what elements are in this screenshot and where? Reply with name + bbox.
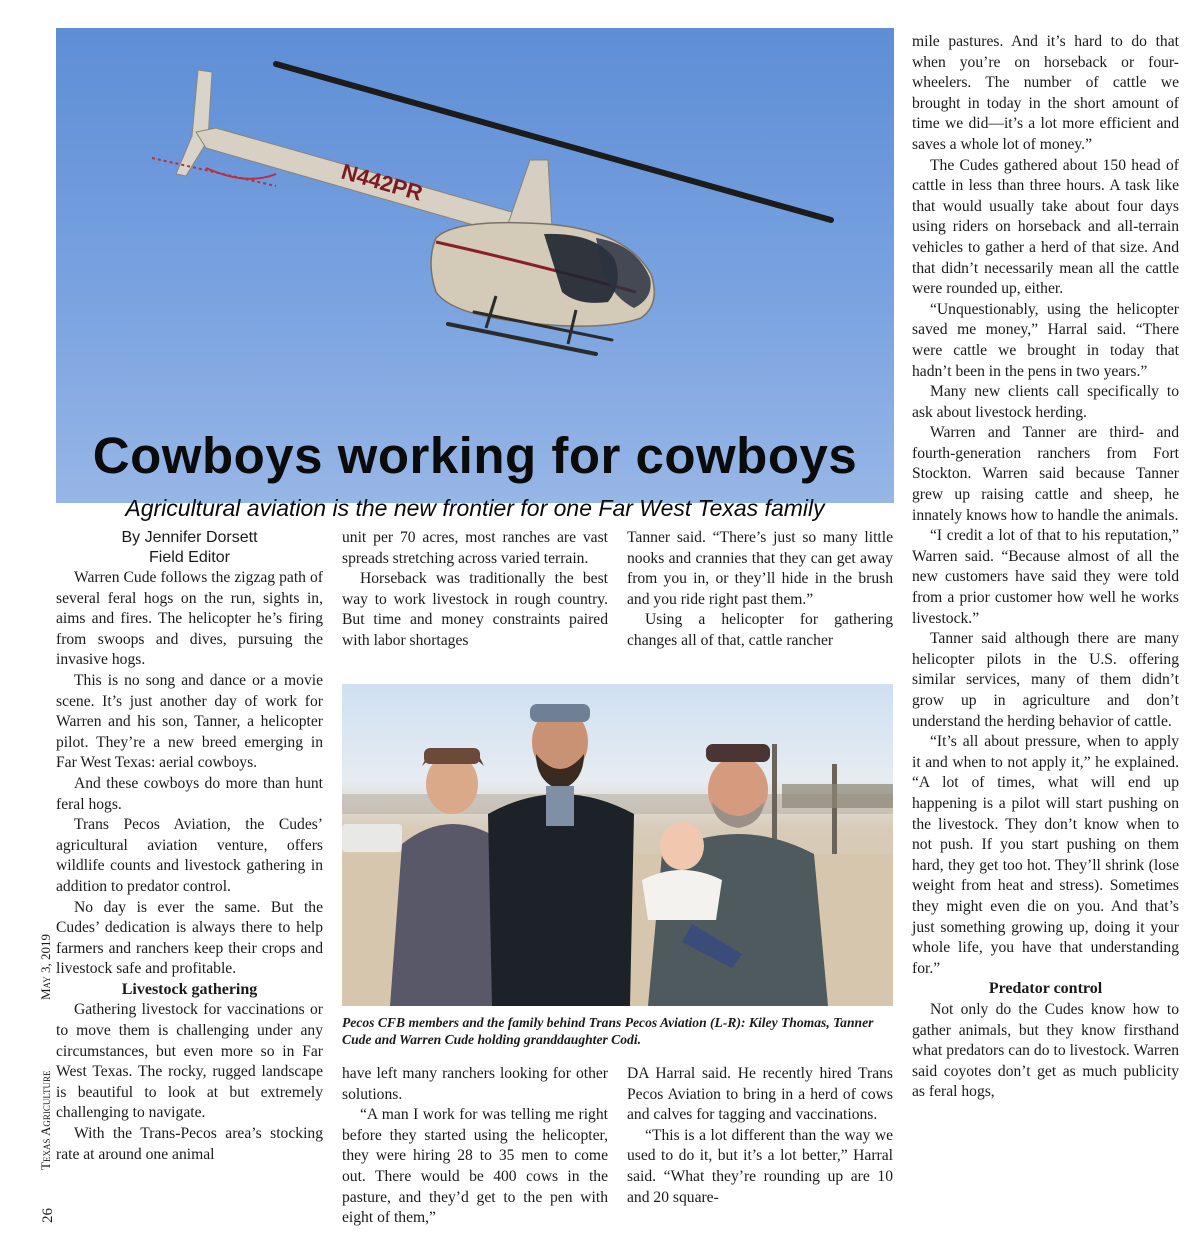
paragraph: Trans Pecos Aviation, the Cudes’ agricultural aviation venture, offers wildlife counts and livestock gathering in addition to predator control. [56,816,323,895]
byline-role: Field Editor [149,549,230,566]
publication-name: Texas Agriculture [38,1070,53,1170]
issue-date: May 3, 2019 [38,934,53,1000]
paragraph: mile pastures. And it’s hard to do that when you’re on horseback or four-wheelers. The number of cattle we brought in today in the short amount of time we did—it’s a lot more efficient and saves a whole lot of money.” [912,33,1179,153]
paragraph: Not only do the Cudes know how to gather animals, but they know firsthand what predators can do to livestock. Warren said coyotes don’t get as much publicity as feral hogs, [912,1000,1179,1101]
paragraph: Tanner said although there are many helicopter pilots in the U.S. offering similar services, many of them didn’t grow up in agriculture and don’t understand the herding behavior of cattle. [912,630,1179,730]
paragraph: Many new clients call specifically to ask about livestock herding. [912,383,1179,421]
family-photo-illustration [342,684,893,1006]
paragraph: No day is ever the same. But the Cudes’ dedication is always there to help farmers and ranchers keep their crops and livestock safe and profitable. [56,898,323,978]
article-column-2-bottom [342,1064,608,1229]
photo-caption: Pecos CFB members and the family behind Trans Pecos Aviation (L-R): Kiley Thomas, Tanner Cude and Warren Cude holding granddaughter Codi. [342,1015,874,1047]
article-column-3-bottom [627,1064,893,1208]
paragraph: “This is a lot different than the way we used to do it, but it’s a lot better,” Harral said. “What they’re rounding up are 10 and 20 square- [627,1126,893,1206]
paragraph: have left many ranchers looking for other solutions. [342,1065,608,1103]
article-column-1 [56,528,323,1165]
paragraph: “Unquestionably, using the helicopter saved me money,” Harral said. “There were cattle we brought in today that hadn’t been in the pens in two years.” [912,300,1179,380]
paragraph: Warren Cude follows the zigzag path of several feral hogs on the run, sights in, aims and fires. The helicopter he’s firing from swoops and dives, pursuing the invasive hogs. [56,569,323,669]
paragraph: This is no song and dance or a movie scene. It’s just another day of work for Warren and his son, Tanner, a helicopter pilot. They’re a new breed emerging in Far West Texas: aerial cowboys. [56,671,323,772]
family-photo [342,684,893,1006]
section-heading: Livestock gathering [121,980,258,998]
paragraph: Warren and Tanner are third- and fourth-generation ranchers from Fort Stockton. Warren said because Tanner grew up raising cattle and sheep, he innately knows how to handle the animals. [912,424,1179,524]
byline-author: By Jennifer Dorsett [121,529,258,546]
paragraph: DA Harral said. He recently hired Trans Pecos Aviation to bring in a herd of cows and calves for tagging and vaccinations. [627,1065,893,1124]
paragraph: “It’s all about pressure, when to apply it and when to not apply it,” he explained. “A lot of times, what will end up happening is a pilot will start pushing on the livestock. They don’t know when to not push. If you start pushing on them hard, they get too hot. They’ll shrink (lose weight from heat and stress). Sometimes they might even die on you. And that’s just something growing up, doing it your whole life, you have that understanding for.” [912,733,1179,977]
paragraph: Horseback was traditionally the best way to work livestock in rough country. But time and money constraints paired with labor shortages [342,570,608,649]
page-subtitle: Agricultural aviation is the new frontier for one Far West Texas family [125,495,825,521]
paragraph: unit per 70 acres, most ranches are vast spreads stretching across varied terrain. [342,529,608,567]
paragraph: And these cowboys do more than hunt feral hogs. [56,774,323,813]
paragraph: The Cudes gathered about 150 head of cattle in less than three hours. A task like that would usually take about four days using riders on horseback and all-terrain vehicles to gather a herd of that size. And that didn’t necessarily mean all the cattle were rounded up, either. [912,156,1179,298]
tail-number: N442PR [338,158,426,206]
section-heading: Predator control [988,980,1103,998]
article-column-2-top [342,528,608,652]
hero-image [56,28,894,521]
page-number: 26 [40,1208,56,1223]
paragraph: Using a helicopter for gathering changes all of that, cattle rancher [627,611,893,649]
article-column-3-top [627,528,893,652]
paragraph: With the Trans-Pecos area’s stocking rate at around one animal [56,1125,323,1163]
paragraph: Gathering livestock for vaccinations or to move them is challenging under any circumstances, but even more so in Far West Texas. The rocky, rugged landscape is beautiful to look at but extremely challenging to navigate. [56,1001,323,1122]
paragraph: Tanner said. “There’s just so many little nooks and crannies that they can get away from you in, or they’ll hide in the brush and you ride right past them.” [627,529,893,608]
article-column-4 [912,32,1179,1103]
paragraph: “A man I work for was telling me right before they started using the helicopter, they were hiring 28 to 35 men to come out. There would be 400 cows in the pasture, and they’d get to the pen with eight of them,” [342,1106,608,1227]
paragraph: “I credit a lot of that to his reputation,” Warren said. “Because almost of all the new customers have said they were told from a prior customer how well he works livestock.” [912,527,1179,627]
page-title: Cowboys working for cowboys [92,427,858,484]
